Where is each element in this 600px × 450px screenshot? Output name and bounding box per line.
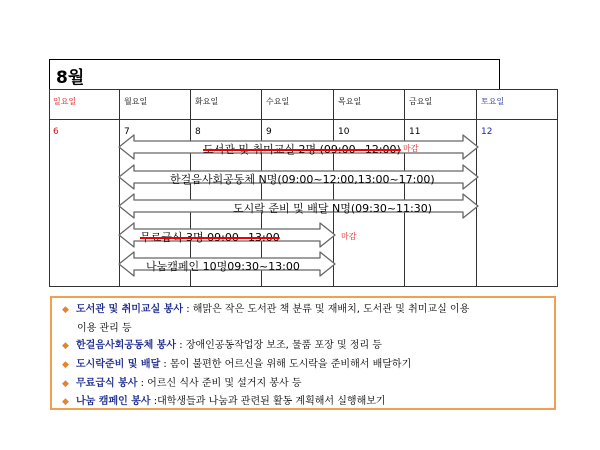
date-sunday: 6: [53, 127, 59, 137]
bar-1-closed-label: 마감: [403, 144, 419, 153]
date-tuesday: 8: [195, 127, 201, 137]
bar-4-closed-label: 마감: [341, 232, 357, 241]
date-friday: 11: [409, 127, 421, 137]
weekday-saturday: 토요일: [481, 97, 505, 106]
note-item-library-cont: 이용 관리 등: [77, 323, 132, 334]
weekday-wednesday: 수요일: [266, 97, 290, 106]
weekday-thursday: 목요일: [338, 97, 362, 106]
note-item-free-meal: ◆ 무료급식 봉사 : 어르신 식사 준비 및 설거지 봉사 등: [62, 378, 302, 389]
bar-4-text: 무료급식 3명 09:00~13:00: [140, 231, 280, 244]
note-item-campaign: ◆ 나눔 캠페인 봉사 :대학생들과 나눔과 관련된 활동 계획해서 실행해보기: [62, 396, 386, 407]
note-item-community: ◆ 한걸음사회공동체 봉사 : 장애인공동작업장 보조, 물품 포장 및 정리 등: [62, 340, 382, 351]
bullet-icon: ◆: [62, 360, 69, 370]
bullet-icon: ◆: [62, 341, 69, 351]
bullet-icon: ◆: [62, 397, 69, 407]
weekday-monday: 월요일: [124, 97, 148, 106]
date-saturday: 12: [481, 127, 493, 137]
bar-5-text: 나눔캠페인 10명09:30~13:00: [146, 260, 300, 273]
date-thursday: 10: [338, 127, 350, 137]
bullet-icon: ◆: [62, 305, 69, 315]
bar-3-text: 도시락 준비 및 배달 N명(09:30~11:30): [233, 202, 433, 215]
date-wednesday: 9: [266, 127, 272, 137]
bar-2-text: 한걸음사회공동체 N명(09:00~12:00,13:00~17:00): [170, 173, 435, 186]
weekday-tuesday: 화요일: [195, 97, 219, 106]
note-item-lunchbox: ◆ 도시락준비 및 배달 : 몸이 불편한 어르신을 위해 도시락을 준비해서 배달하기: [62, 359, 412, 370]
bar-1-text: 도서관 및 취미교실 2명 (09:00~12:00): [203, 143, 401, 156]
date-monday: 7: [124, 127, 130, 137]
weekday-friday: 금요일: [409, 97, 433, 106]
weekday-sunday: 일요일: [53, 97, 77, 106]
bullet-icon: ◆: [62, 379, 69, 389]
note-item-library: ◆ 도서관 및 취미교실 봉사 : 해맑은 작은 도서관 책 분류 및 재배치, 도서관 및 취미교실 이용: [62, 304, 470, 315]
month-title: 8월: [56, 68, 85, 88]
